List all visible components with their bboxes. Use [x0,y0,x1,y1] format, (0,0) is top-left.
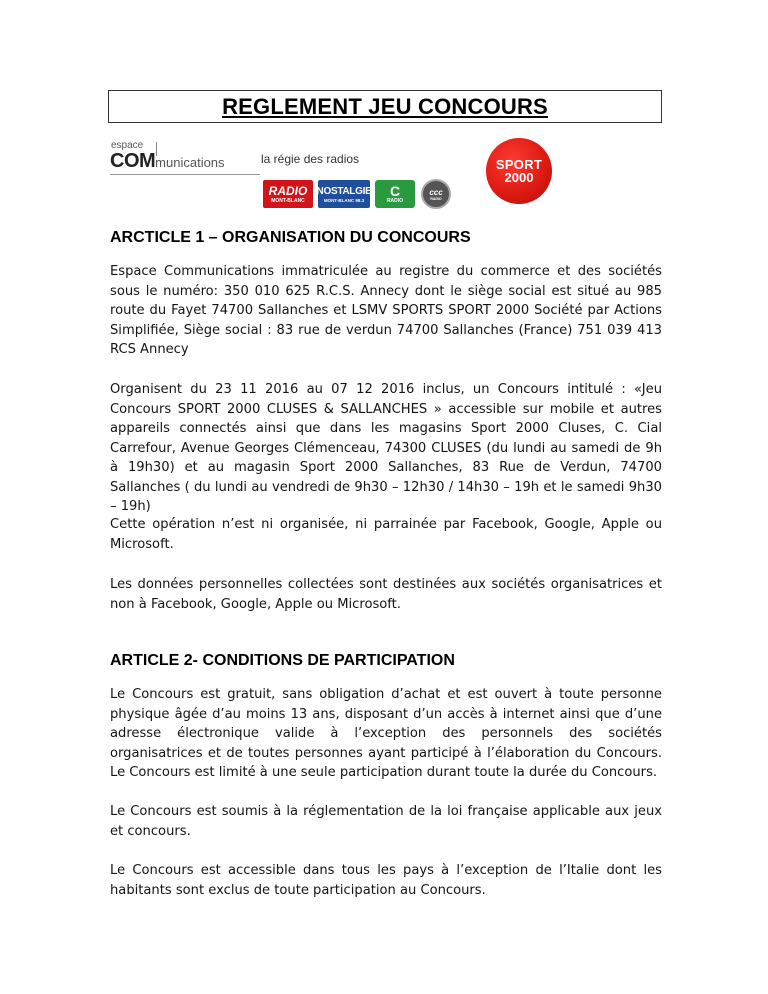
radio-circle-logo [421,179,451,209]
article1-paragraph-2: Organisent du 23 11 2016 au 07 12 2016 inclus, un Concours intitulé : «Jeu Concours SPORT 2000 CLUSES & SALLANCHES » accessible sur mobile et autres appareils connectés ainsi que dans les magasins Sport 2000 Cluses, C. Cial Carrefour, Avenue Georges Clémenceau, 74300 CLUSES (du lundi au samedi de 9h à 19h30) et au magasin Sport 2000 Sallanches, 83 Rue de Verdun, 74700 Sallanches ( du lundi au vendredi de 9h30 – 12h30 / 14h30 – 19h et le samedi 9h30 – 19h) [110,382,662,514]
title-box [108,90,662,123]
nostalgie-logo [318,180,370,208]
article2-paragraph-2: Le Concours est soumis à la réglementation de la loi française applicable aux jeux et concours. [110,804,662,839]
radio-circle-line1: ccc [429,187,443,197]
sport2000-line1: SPORT [495,157,543,172]
radio-c-line2: RADIO [386,198,404,204]
radio-circle-line2: RADIO [430,196,442,201]
article1-paragraph-4: Les données personnelles collectées sont destinées aux sociétés organisatrices et non à Facebook, Google, Apple ou Microsoft. [110,577,662,612]
article1-paragraph-3: Cette opération n’est ni organisée, ni parrainée par Facebook, Google, Apple ou Microsoft. [110,517,662,552]
com-label [110,150,225,173]
radio-mont-blanc-line1: RADIO [268,183,308,198]
article1-paragraph-1: Espace Communications immatriculée au registre du commerce et des sociétés sous le numéro: 350 010 625 R.C.S. Annecy dont le siège social est situé au 985 route du Fayet 74700 Sallanches et LSMV SPORTS SPORT 2000 Société par Actions Simplifiée, Siège social : 83 rue de verdun 74700 Sallanches (France) 751 039 413 RCS Annecy [110,264,662,357]
article1-heading: ARCTICLE 1 – ORGANISATION DU CONCOURS [110,229,471,246]
sport2000-logo [486,138,552,204]
regie-tagline: la régie des radios [261,152,360,166]
munications-text: munications [155,155,225,170]
article2-paragraph-1: Le Concours est gratuit, sans obligation d’achat et est ouvert à toute personne physique âgée d’au moins 13 ans, disposant d’un accès à internet ainsi que d’une adresse électronique valide à l’exception des personnels des sociétés organisatrices et de toutes personnes ayant participé à l’élaboration du Concours. Le Concours est limité à une seule participation durant toute la durée du Concours. [110,687,662,780]
article2-heading: ARTICLE 2- CONDITIONS DE PARTICIPATION [110,652,455,669]
com-text: COM [110,150,156,172]
sport2000-line2: 2000 [504,170,534,185]
espace-communications-logo [110,140,260,174]
document-title: REGLEMENT JEU CONCOURS [222,93,548,119]
article2-paragraph-3: Le Concours est accessible dans tous les pays à l’exception de l’Italie dont les habitants sont exclus de toute participation au Concours. [110,863,662,898]
radio-mont-blanc-line2: MONT-BLANC [271,197,305,204]
espace-label: espace [111,140,144,151]
radio-c-line1: C [389,183,401,199]
nostalgie-line1: NOSTALGIE [316,185,372,197]
nostalgie-line2: MONT-BLANC 98.3 [323,197,365,203]
radio-mont-blanc-logo [263,180,313,208]
radio-c-logo [375,180,415,208]
logo-underline [110,174,260,175]
